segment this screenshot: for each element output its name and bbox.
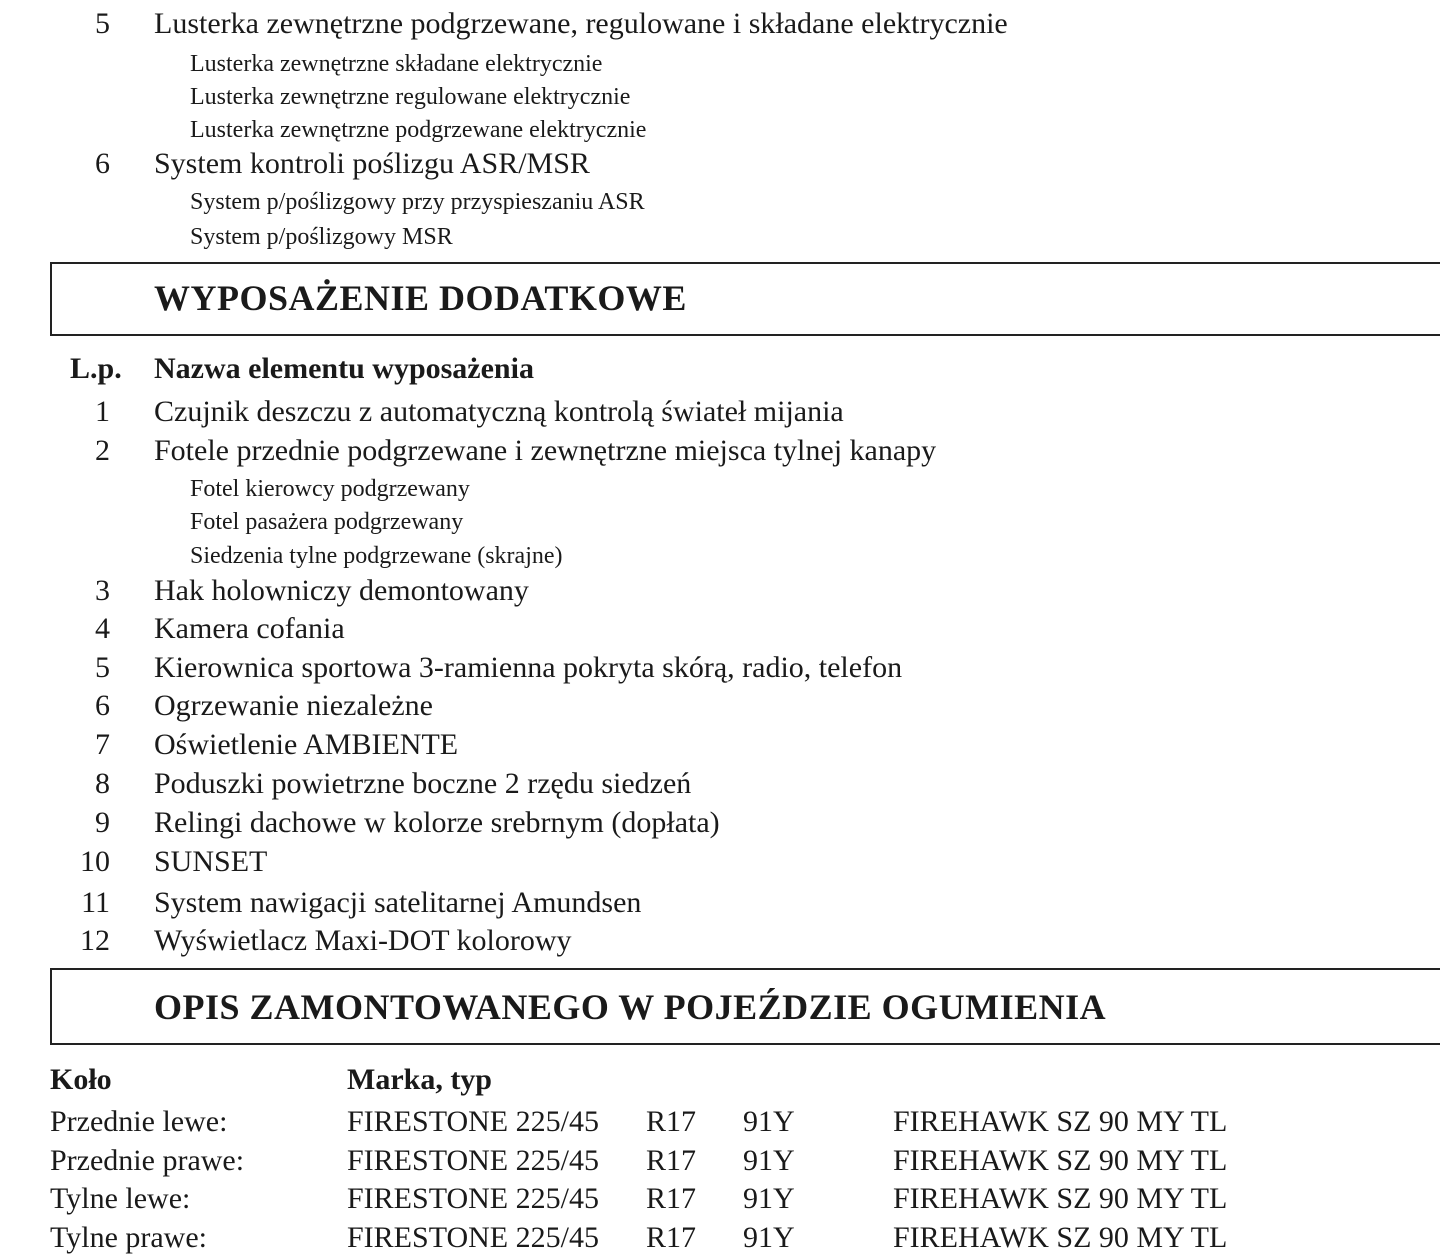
section-title: OPIS ZAMONTOWANEGO W POJEŹDZIE OGUMIENIA (154, 987, 1107, 1027)
sub-item: Lusterka zewnętrzne składane elektrycznie (190, 51, 603, 77)
tire-wheel: Przednie lewe: (50, 1105, 228, 1138)
tire-index: 91Y (743, 1221, 795, 1254)
item-label: Wyświetlacz Maxi-DOT kolorowy (154, 924, 572, 957)
section-header-tires (50, 968, 1440, 1045)
item-label: System kontroli poślizgu ASR/MSR (154, 147, 590, 180)
item-label: SUNSET (154, 845, 268, 878)
tire-model: FIREHAWK SZ 90 MY TL (893, 1144, 1228, 1177)
sub-item: Fotel kierowcy podgrzewany (190, 476, 470, 502)
tire-brand: FIRESTONE 225/45 (347, 1182, 599, 1215)
tire-index: 91Y (743, 1182, 795, 1215)
item-label: Hak holowniczy demontowany (154, 574, 529, 607)
item-label: Lusterka zewnętrzne podgrzewane, regulowane i składane elektrycznie (154, 7, 1008, 40)
column-header-name: Nazwa elementu wyposażenia (154, 352, 534, 385)
item-number: 5 (95, 7, 110, 40)
item-number: 7 (95, 728, 110, 761)
item-number: 5 (95, 651, 110, 684)
tire-brand: FIRESTONE 225/45 (347, 1105, 599, 1138)
tire-model: FIREHAWK SZ 90 MY TL (893, 1221, 1228, 1254)
item-label: Czujnik deszczu z automatyczną kontrolą świateł mijania (154, 395, 844, 428)
tire-rim: R17 (646, 1182, 697, 1215)
tire-wheel: Przednie prawe: (50, 1144, 245, 1177)
section-header-extra (50, 262, 1440, 336)
item-label: Relingi dachowe w kolorze srebrnym (dopłata) (154, 806, 720, 839)
item-number: 10 (80, 845, 110, 878)
sub-item: System p/poślizgowy MSR (190, 224, 453, 250)
item-label: Ogrzewanie niezależne (154, 689, 433, 722)
item-number: 12 (80, 924, 110, 957)
tire-brand: FIRESTONE 225/45 (347, 1221, 599, 1254)
item-number: 2 (95, 434, 110, 467)
sub-item: System p/poślizgowy przy przyspieszaniu ASR (190, 189, 645, 215)
sub-item: Lusterka zewnętrzne regulowane elektrycznie (190, 84, 631, 110)
item-label: System nawigacji satelitarnej Amundsen (154, 886, 642, 919)
tire-wheel: Tylne prawe: (50, 1221, 208, 1254)
sub-item: Fotel pasażera podgrzewany (190, 509, 464, 535)
tire-brand: FIRESTONE 225/45 (347, 1144, 599, 1177)
sub-item: Lusterka zewnętrzne podgrzewane elektrycznie (190, 117, 647, 143)
tire-wheel: Tylne lewe: (50, 1182, 191, 1215)
tire-rim: R17 (646, 1221, 697, 1254)
item-number: 8 (95, 767, 110, 800)
item-number: 6 (95, 689, 110, 722)
item-label: Poduszki powietrzne boczne 2 rzędu siedzeń (154, 767, 692, 800)
item-number: 1 (95, 395, 110, 428)
item-label: Oświetlenie AMBIENTE (154, 728, 459, 761)
item-number: 6 (95, 147, 110, 180)
column-header-wheel: Koło (50, 1063, 112, 1096)
item-label: Fotele przednie podgrzewane i zewnętrzne miejsca tylnej kanapy (154, 434, 937, 467)
item-number: 9 (95, 806, 110, 839)
section-title: WYPOSAŻENIE DODATKOWE (154, 278, 687, 318)
tire-model: FIREHAWK SZ 90 MY TL (893, 1105, 1228, 1138)
column-header-lp: L.p. (70, 352, 122, 385)
tire-rim: R17 (646, 1105, 697, 1138)
item-number: 11 (81, 886, 110, 919)
tire-model: FIREHAWK SZ 90 MY TL (893, 1182, 1228, 1215)
tire-index: 91Y (743, 1144, 795, 1177)
tire-index: 91Y (743, 1105, 795, 1138)
item-number: 4 (95, 612, 110, 645)
column-header-brand: Marka, typ (347, 1063, 492, 1096)
tire-rim: R17 (646, 1144, 697, 1177)
item-label: Kamera cofania (154, 612, 345, 645)
item-label: Kierownica sportowa 3-ramienna pokryta skórą, radio, telefon (154, 651, 903, 684)
sub-item: Siedzenia tylne podgrzewane (skrajne) (190, 543, 563, 569)
item-number: 3 (95, 574, 110, 607)
